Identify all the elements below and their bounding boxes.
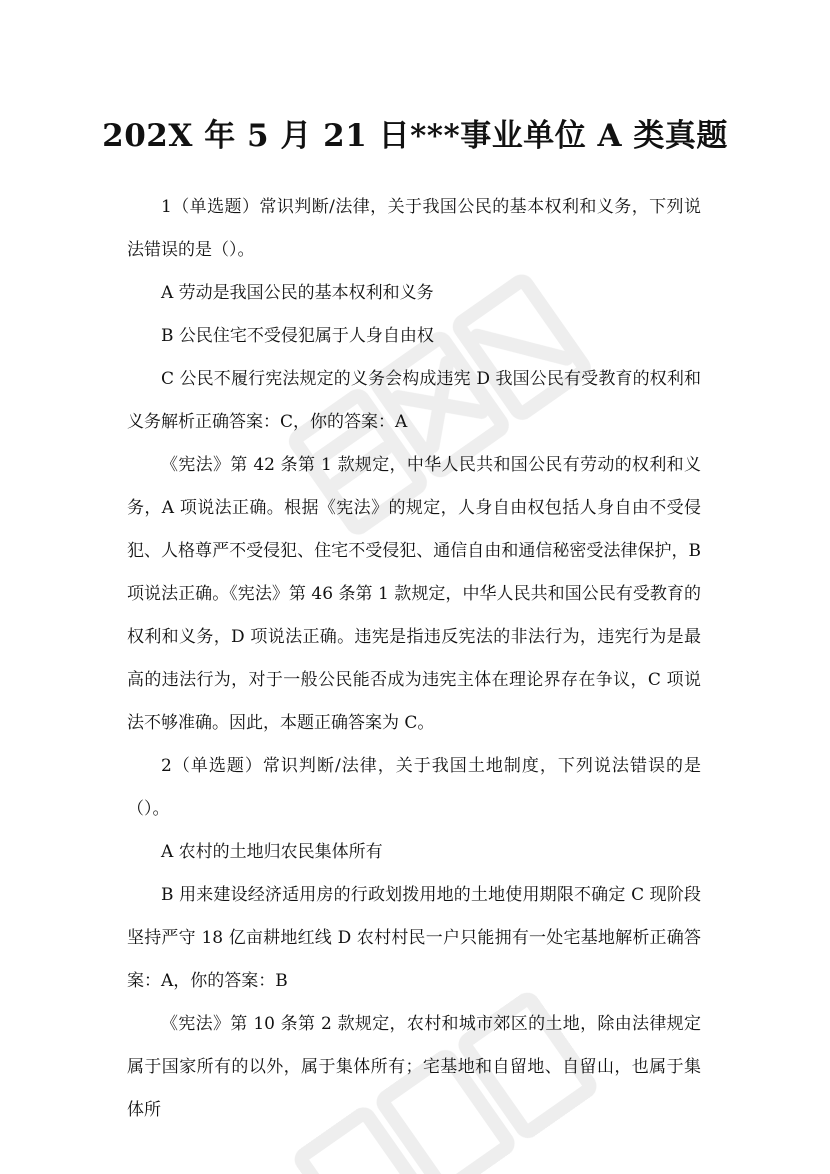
q1-explanation: 《宪法》第 42 条第 1 款规定，中华人民共和国公民有劳动的权利和义务，A 项说法正确。根据《宪法》的规定，人身自由权包括人身自由不受侵犯、人格尊严不受侵犯、住宅不受侵犯、通信自由和通信秘密受法律保护，B 项说法正确。《宪法》第 46 条第 1 款规定，中华人民共和国公民有受教育的权利和义务，D 项说法正确。违宪是指违反宪法的非法行为，违宪行为是最高的违法行为，对于一般公民能否成为违宪主体在理论界存在争议，C 项说法不够准确。因此，本题正确答案为 C。 <box>127 455 701 733</box>
q2-question: 2（单选题）常识判断/法律，关于我国土地制度，下列说法错误的是（）。 <box>127 756 701 819</box>
document-body <box>127 186 701 1132</box>
q1-option-a: A 劳动是我国公民的基本权利和义务 <box>161 283 434 303</box>
q2-options-bcd-answer: B 用来建设经济适用房的行政划拨用地的土地使用期限不确定 C 现阶段坚持严守 18 亿亩耕地红线 D 农村村民一户只能拥有一处宅基地解析正确答案：A，你的答案：B <box>127 885 701 991</box>
q1-option-b: B 公民住宅不受侵犯属于人身自由权 <box>161 326 434 346</box>
q1-options-cd-answer: C 公民不履行宪法规定的义务会构成违宪 D 我国公民有受教育的权利和义务解析正确答案：C，你的答案：A <box>127 369 701 432</box>
q2-option-a: A 农村的土地归农民集体所有 <box>161 842 383 862</box>
document-title: 202X 年 5 月 21 日***事业单位 A 类真题 <box>102 118 728 154</box>
q2-explanation: 《宪法》第 10 条第 2 款规定，农村和城市郊区的土地，除由法律规定属于国家所有的以外，属于集体所有；宅基地和自留地、自留山，也属于集体所 <box>127 1014 701 1120</box>
q1-question: 1（单选题）常识判断/法律，关于我国公民的基本权利和义务，下列说法错误的是（）。 <box>127 197 701 260</box>
